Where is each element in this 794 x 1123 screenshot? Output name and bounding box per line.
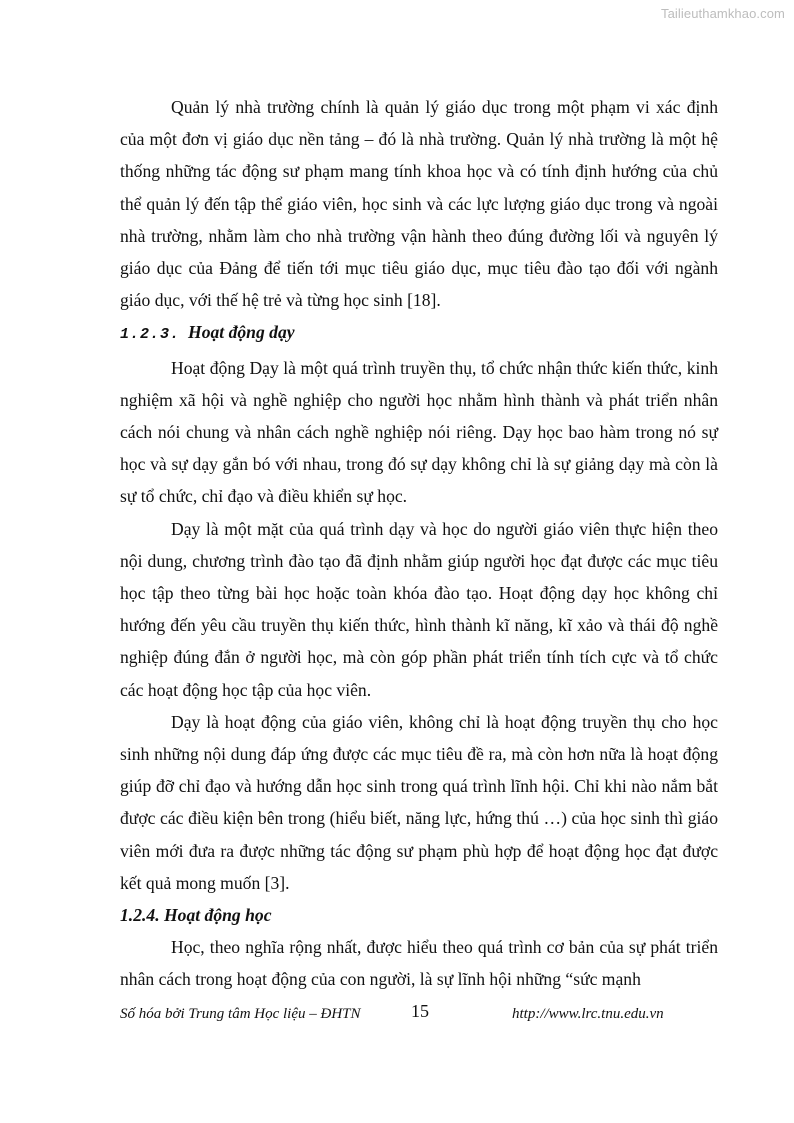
document-body: [120, 91, 718, 996]
watermark-text: Tailieuthamkhao.com: [660, 6, 785, 21]
section-title: Hoạt động dạy: [188, 322, 295, 343]
paragraph: Quản lý nhà trường chính là quản lý giáo dục trong một phạm vi xác định của một đơn vị giáo dục nền tảng – đó là nhà trường. Quản lý nhà trường là một hệ thống những tác động sư phạm mang tính khoa học và có tính định hướng của chủ thể quản lý đến tập thể giáo viên, học sinh và các lực lượng giáo dục trong và ngoài nhà trường, nhằm làm cho nhà trường vận hành theo đúng đường lối và nguyên lý giáo dục của Đảng để tiến tới mục tiêu giáo dục, mục tiêu đào tạo đối với ngành giáo dục, với thế hệ trẻ và từng học sinh [18].: [120, 97, 718, 311]
paragraph: Dạy là một mặt của quá trình dạy và học do người giáo viên thực hiện theo nội dung, chương trình đào tạo đã định nhằm giúp người học đạt được các mục tiêu học tập theo từng bài học hoặc toàn khóa đào tạo. Hoạt động dạy học không chỉ hướng đến yêu cầu truyền thụ kiến thức, hình thành kĩ năng, kĩ xảo và thái độ nghề nghiệp đúng đắn ở người học, mà còn góp phần phát triển tính tích cực và tổ chức các hoạt động học tập của học viên.: [120, 518, 718, 700]
footer-url: http://www.lrc.tnu.edu.vn: [512, 1006, 664, 1022]
paragraph: Học, theo nghĩa rộng nhất, được hiểu theo quá trình cơ bản của sự phát triển nhân cách trong hoạt động của con người, là sự lĩnh hội những “sức mạnh: [120, 937, 718, 990]
page-number: 15: [411, 1001, 429, 1021]
section-heading-1-2-3: [120, 316, 718, 351]
footer-source-text: Số hóa bởi Trung tâm Học liệu – ĐHTN: [120, 1006, 361, 1022]
section-number: 1.2.3.: [120, 326, 181, 344]
paragraph: Dạy là hoạt động của giáo viên, không chỉ là hoạt động truyền thụ cho học sinh những nội dung đáp ứng được các mục tiêu đề ra, mà còn hơn nữa là hoạt động giúp đỡ chỉ đạo và hướng dẫn học sinh trong quá trình lĩnh hội. Chỉ khi nào nắm bắt được các điều kiện bên trong (hiểu biết, năng lực, hứng thú …) của học sinh thì giáo viên mới đưa ra được những tác động sư phạm phù hợp để hoạt động học đạt được kết quả mong muốn [3].: [120, 711, 718, 893]
paragraph: Hoạt động Dạy là một quá trình truyền thụ, tổ chức nhận thức kiến thức, kinh nghiệm xã hội và nghề nghiệp cho người học nhằm hình thành và phát triển nhân cách nói chung và nhân cách nghề nghiệp nói riêng. Dạy học bao hàm trong nó sự học và sự dạy gắn bó với nhau, trong đó sự dạy không chỉ là sự giảng dạy mà còn là sự tổ chức, chỉ đạo và điều khiển sự học.: [120, 357, 718, 507]
page-footer: [120, 1001, 718, 1031]
section-heading-1-2-4: 1.2.4. Hoạt động học: [120, 905, 272, 926]
